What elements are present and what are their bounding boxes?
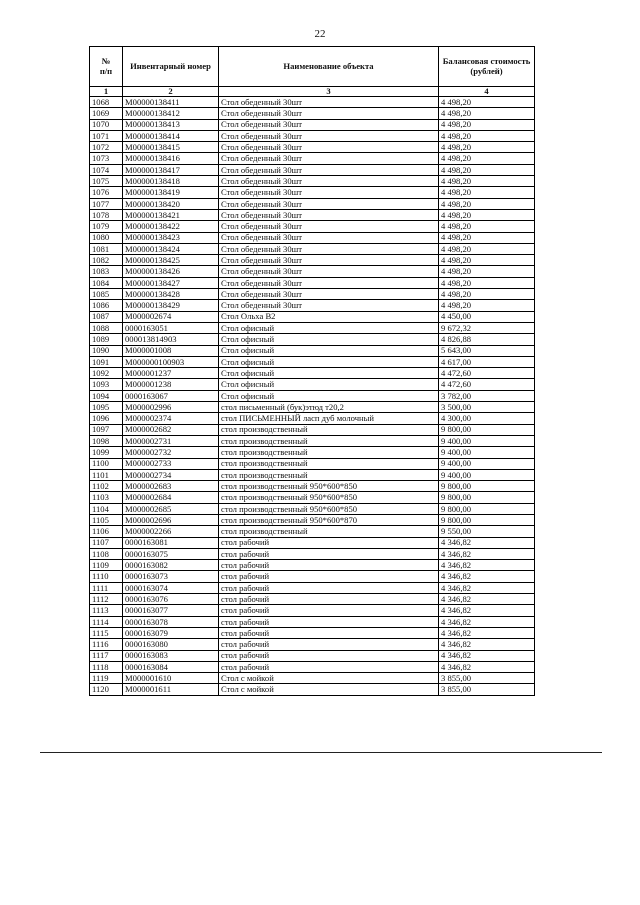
table-row [90,514,535,525]
object-name: Стол обеденный 30шт [219,176,439,187]
inventory-number: M000002683 [123,481,219,492]
inventory-number: 0000163076 [123,594,219,605]
inventory-number: M000001238 [123,379,219,390]
inventory-number: 0000163067 [123,390,219,401]
row-number: 1105 [90,514,123,525]
row-number: 1071 [90,130,123,141]
row-number: 1103 [90,492,123,503]
object-name: стол рабочий [219,616,439,627]
inventory-number: M000002696 [123,514,219,525]
table-row [90,153,535,164]
row-number: 1074 [90,164,123,175]
object-name: Стол обеденный 30шт [219,243,439,254]
inventory-number: M000002685 [123,503,219,514]
table-row [90,492,535,503]
balance-cost: 9 400,00 [439,435,535,446]
table-row [90,435,535,446]
balance-cost: 4 346,82 [439,661,535,672]
table-row [90,97,535,108]
object-name: Стол обеденный 30шт [219,221,439,232]
inventory-number: M000002996 [123,402,219,413]
balance-cost: 3 855,00 [439,684,535,695]
inventory-number: 0000163073 [123,571,219,582]
row-number: 1096 [90,413,123,424]
object-name: Стол обеденный 30шт [219,97,439,108]
object-name: стол рабочий [219,582,439,593]
row-number: 1085 [90,289,123,300]
balance-cost: 3 500,00 [439,402,535,413]
balance-cost: 4 498,20 [439,266,535,277]
inventory-number: M000002733 [123,458,219,469]
inventory-number: M00000138427 [123,277,219,288]
row-number: 1077 [90,198,123,209]
row-number: 1104 [90,503,123,514]
inventory-number: M00000138417 [123,164,219,175]
balance-cost: 5 643,00 [439,345,535,356]
object-name: Стол офисный [219,368,439,379]
inventory-number: M00000138425 [123,255,219,266]
header-object-name: Наименование объекта [219,47,439,87]
balance-cost: 4 498,20 [439,232,535,243]
row-number: 1080 [90,232,123,243]
inventory-number: M000002374 [123,413,219,424]
object-name: Стол офисный [219,356,439,367]
object-name: Стол офисный [219,379,439,390]
inventory-number: M000002734 [123,469,219,480]
object-name: Стол обеденный 30шт [219,142,439,153]
inventory-number: M00000138429 [123,300,219,311]
row-number: 1097 [90,424,123,435]
table-row [90,266,535,277]
object-name: Стол обеденный 30шт [219,266,439,277]
table-row [90,402,535,413]
inventory-number: M00000138418 [123,176,219,187]
balance-cost: 9 400,00 [439,469,535,480]
object-name: Стол обеденный 30шт [219,300,439,311]
table-row [90,243,535,254]
table-row [90,368,535,379]
row-number: 1081 [90,243,123,254]
balance-cost: 4 346,82 [439,616,535,627]
table-row [90,108,535,119]
balance-cost: 4 450,00 [439,311,535,322]
row-number: 1082 [90,255,123,266]
balance-cost: 4 498,20 [439,119,535,130]
inventory-number: M000001237 [123,368,219,379]
balance-cost: 4 498,20 [439,142,535,153]
table-row [90,198,535,209]
table-row [90,413,535,424]
object-name: Стол офисный [219,334,439,345]
row-number: 1090 [90,345,123,356]
column-index: 2 [123,87,219,97]
inventory-number: M000000100903 [123,356,219,367]
balance-cost: 4 346,82 [439,605,535,616]
object-name: стол рабочий [219,537,439,548]
object-name: Стол обеденный 30шт [219,119,439,130]
object-name: Стол обеденный 30шт [219,232,439,243]
row-number: 1093 [90,379,123,390]
object-name: Стол обеденный 30шт [219,198,439,209]
row-number: 1116 [90,639,123,650]
header-number: № п/п [90,47,123,87]
inventory-number: M00000138414 [123,130,219,141]
row-number: 1110 [90,571,123,582]
balance-cost: 4 498,20 [439,277,535,288]
inventory-number: M00000138413 [123,119,219,130]
balance-cost: 4 346,82 [439,582,535,593]
row-number: 1087 [90,311,123,322]
inventory-number: M000002674 [123,311,219,322]
balance-cost: 4 472,60 [439,368,535,379]
table-row [90,560,535,571]
inventory-number: M00000138412 [123,108,219,119]
balance-cost: 4 498,20 [439,108,535,119]
row-number: 1115 [90,627,123,638]
table-header-row [90,47,535,87]
table-row [90,142,535,153]
table-row [90,334,535,345]
column-index: 4 [439,87,535,97]
balance-cost: 4 300,00 [439,413,535,424]
table-row [90,548,535,559]
balance-cost: 4 346,82 [439,537,535,548]
table-row [90,627,535,638]
column-index: 1 [90,87,123,97]
row-number: 1073 [90,153,123,164]
inventory-number: M00000138416 [123,153,219,164]
object-name: Стол офисный [219,322,439,333]
inventory-number: M00000138426 [123,266,219,277]
table-row [90,661,535,672]
table-row [90,221,535,232]
inventory-number: 0000163078 [123,616,219,627]
object-name: стол рабочий [219,639,439,650]
object-name: Стол обеденный 30шт [219,153,439,164]
table-row [90,289,535,300]
inventory-number: M000001008 [123,345,219,356]
inventory-number: 0000163077 [123,605,219,616]
row-number: 1088 [90,322,123,333]
inventory-number: 0000163082 [123,560,219,571]
balance-cost: 4 498,20 [439,153,535,164]
table-row [90,300,535,311]
object-name: стол производственный 950*600*850 [219,503,439,514]
column-index: 3 [219,87,439,97]
balance-cost: 9 800,00 [439,481,535,492]
inventory-number: M000002731 [123,435,219,446]
table-row [90,469,535,480]
balance-cost: 4 498,20 [439,209,535,220]
object-name: стол письменный (бук)этюд т20,2 [219,402,439,413]
inventory-number: 0000163051 [123,322,219,333]
balance-cost: 4 472,60 [439,379,535,390]
row-number: 1095 [90,402,123,413]
table-row [90,379,535,390]
balance-cost: 4 498,20 [439,198,535,209]
object-name: стол производственный [219,526,439,537]
row-number: 1070 [90,119,123,130]
balance-cost: 9 672,32 [439,322,535,333]
table-row [90,481,535,492]
object-name: стол рабочий [219,560,439,571]
balance-cost: 4 346,82 [439,560,535,571]
balance-cost: 4 498,20 [439,176,535,187]
table-row [90,130,535,141]
table-row [90,209,535,220]
object-name: стол производственный [219,447,439,458]
balance-cost: 4 498,20 [439,289,535,300]
inventory-number: M000001610 [123,673,219,684]
balance-cost: 4 346,82 [439,650,535,661]
table-row [90,311,535,322]
balance-cost: 4 346,82 [439,594,535,605]
header-balance-cost: Балансовая стоимость (рублей) [439,47,535,87]
row-number: 1069 [90,108,123,119]
table-row [90,322,535,333]
row-number: 1119 [90,673,123,684]
table-row [90,176,535,187]
object-name: стол рабочий [219,661,439,672]
object-name: Стол офисный [219,390,439,401]
balance-cost: 4 498,20 [439,130,535,141]
inventory-number: M00000138428 [123,289,219,300]
inventory-number: M00000138423 [123,232,219,243]
object-name: Стол Ольха В2 [219,311,439,322]
inventory-number: M00000138424 [123,243,219,254]
balance-cost: 4 498,20 [439,255,535,266]
table-row [90,582,535,593]
balance-cost: 9 800,00 [439,503,535,514]
row-number: 1102 [90,481,123,492]
balance-cost: 9 800,00 [439,424,535,435]
row-number: 1106 [90,526,123,537]
object-name: Стол обеденный 30шт [219,277,439,288]
inventory-number: M000002684 [123,492,219,503]
table-row [90,232,535,243]
row-number: 1112 [90,594,123,605]
table-row [90,345,535,356]
table-body [90,97,535,696]
row-number: 1113 [90,605,123,616]
row-number: 1117 [90,650,123,661]
inventory-number: 0000163080 [123,639,219,650]
table-row [90,526,535,537]
balance-cost: 3 855,00 [439,673,535,684]
balance-cost: 9 800,00 [439,514,535,525]
object-name: Стол обеденный 30шт [219,108,439,119]
row-number: 1083 [90,266,123,277]
row-number: 1084 [90,277,123,288]
object-name: Стол офисный [219,345,439,356]
inventory-table [89,46,535,696]
row-number: 1091 [90,356,123,367]
row-number: 1092 [90,368,123,379]
row-number: 1079 [90,221,123,232]
table-row [90,187,535,198]
balance-cost: 9 400,00 [439,458,535,469]
inventory-number: 0000163079 [123,627,219,638]
row-number: 1094 [90,390,123,401]
table-row [90,605,535,616]
object-name: стол рабочий [219,594,439,605]
row-number: 1072 [90,142,123,153]
inventory-number: 000013814903 [123,334,219,345]
inventory-number: M00000138411 [123,97,219,108]
balance-cost: 4 346,82 [439,639,535,650]
row-number: 1075 [90,176,123,187]
object-name: Стол обеденный 30шт [219,209,439,220]
object-name: стол рабочий [219,627,439,638]
balance-cost: 4 346,82 [439,627,535,638]
table-row [90,255,535,266]
object-name: стол производственный 950*600*870 [219,514,439,525]
row-number: 1098 [90,435,123,446]
balance-cost: 4 498,20 [439,300,535,311]
object-name: стол рабочий [219,650,439,661]
row-number: 1086 [90,300,123,311]
object-name: стол рабочий [219,605,439,616]
inventory-number: 0000163074 [123,582,219,593]
object-name: стол рабочий [219,571,439,582]
row-number: 1107 [90,537,123,548]
inventory-number: 0000163084 [123,661,219,672]
balance-cost: 4 498,20 [439,164,535,175]
column-index-row [90,87,535,97]
inventory-number: M00000138421 [123,209,219,220]
object-name: стол рабочий [219,548,439,559]
balance-cost: 4 498,20 [439,221,535,232]
table-row [90,390,535,401]
row-number: 1078 [90,209,123,220]
object-name: Стол обеденный 30шт [219,289,439,300]
table-row [90,571,535,582]
table-row [90,424,535,435]
row-number: 1100 [90,458,123,469]
balance-cost: 4 498,20 [439,243,535,254]
balance-cost: 4 498,20 [439,187,535,198]
row-number: 1089 [90,334,123,345]
object-name: Стол с мойкой [219,673,439,684]
balance-cost: 4 346,82 [439,548,535,559]
table-row [90,447,535,458]
page-number: 22 [314,28,326,40]
table-row [90,639,535,650]
table-row [90,650,535,661]
header-inventory-number: Инвентарный номер [123,47,219,87]
object-name: стол производственный [219,458,439,469]
object-name: Стол обеденный 30шт [219,164,439,175]
object-name: Стол обеденный 30шт [219,187,439,198]
inventory-number: 0000163081 [123,537,219,548]
balance-cost: 9 550,00 [439,526,535,537]
table-row [90,684,535,695]
inventory-number: M00000138422 [123,221,219,232]
table-row [90,594,535,605]
inventory-number: M00000138419 [123,187,219,198]
table-row [90,673,535,684]
row-number: 1111 [90,582,123,593]
object-name: стол производственный 950*600*850 [219,481,439,492]
table-row [90,277,535,288]
inventory-number: M00000138415 [123,142,219,153]
row-number: 1068 [90,97,123,108]
table-row [90,503,535,514]
object-name: стол производственный [219,435,439,446]
table-row [90,537,535,548]
table-row [90,616,535,627]
row-number: 1109 [90,560,123,571]
balance-cost: 4 346,82 [439,571,535,582]
row-number: 1120 [90,684,123,695]
inventory-number: M000002682 [123,424,219,435]
balance-cost: 4 826,88 [439,334,535,345]
row-number: 1101 [90,469,123,480]
table-row [90,458,535,469]
balance-cost: 4 617,00 [439,356,535,367]
table-row [90,119,535,130]
inventory-number: M00000138420 [123,198,219,209]
object-name: стол производственный [219,469,439,480]
row-number: 1118 [90,661,123,672]
object-name: Стол с мойкой [219,684,439,695]
table-row [90,164,535,175]
object-name: Стол обеденный 30шт [219,255,439,266]
balance-cost: 3 782,00 [439,390,535,401]
object-name: стол производственный 950*600*850 [219,492,439,503]
footer-rule [40,752,602,753]
inventory-number: M000002266 [123,526,219,537]
row-number: 1108 [90,548,123,559]
balance-cost: 4 498,20 [439,97,535,108]
balance-cost: 9 800,00 [439,492,535,503]
table-row [90,356,535,367]
object-name: Стол обеденный 30шт [219,130,439,141]
object-name: стол производственный [219,424,439,435]
inventory-number: M000002732 [123,447,219,458]
inventory-number: 0000163075 [123,548,219,559]
row-number: 1076 [90,187,123,198]
inventory-number: 0000163083 [123,650,219,661]
inventory-number: M000001611 [123,684,219,695]
object-name: стол ПИСЬМЕННЫЙ ласп дуб молочный [219,413,439,424]
balance-cost: 9 400,00 [439,447,535,458]
row-number: 1114 [90,616,123,627]
row-number: 1099 [90,447,123,458]
